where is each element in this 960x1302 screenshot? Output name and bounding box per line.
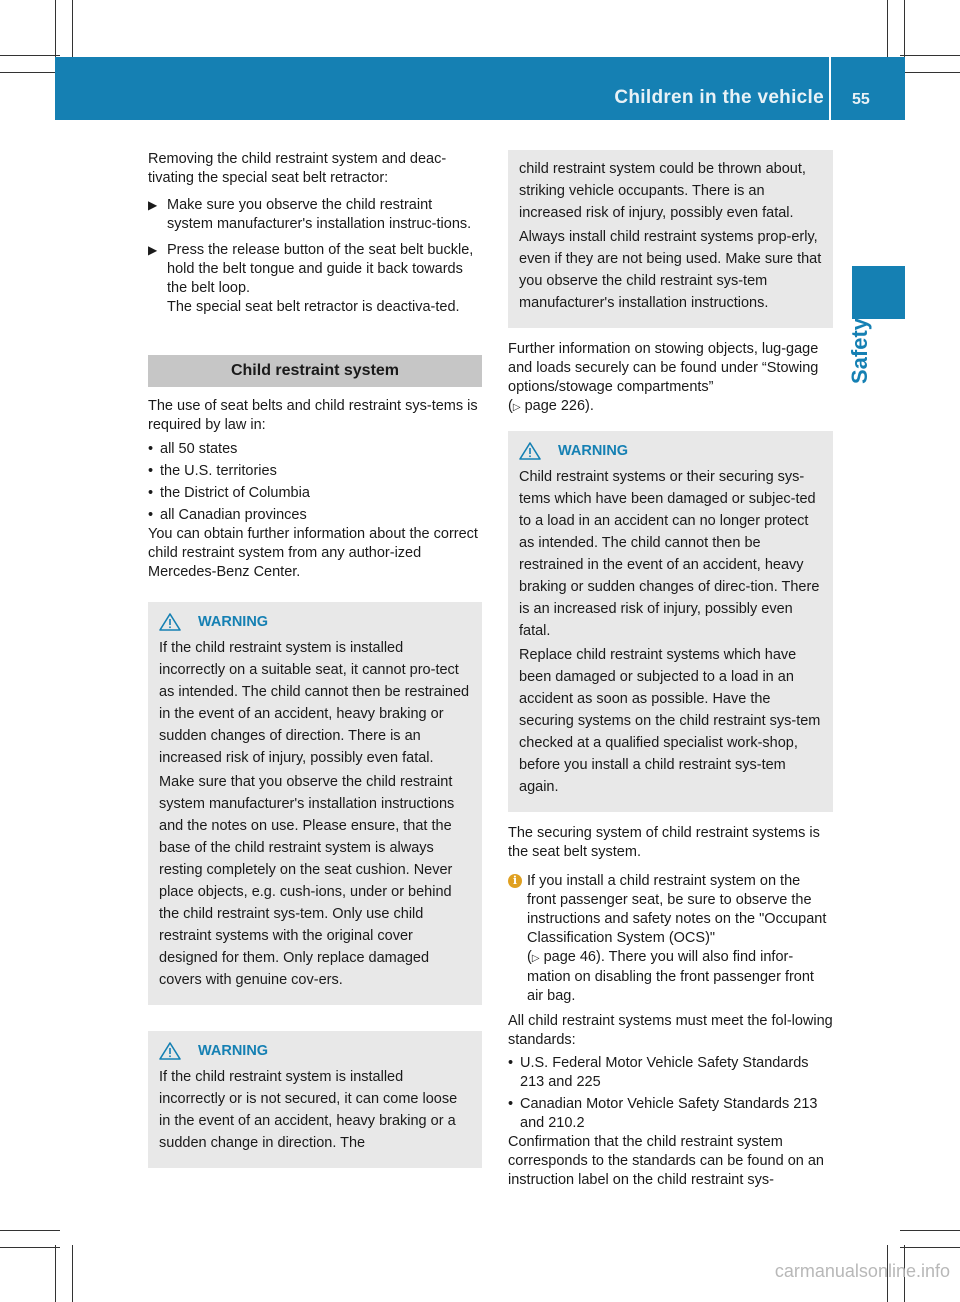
crop-mark [72, 1245, 73, 1302]
instruction-step [148, 241, 482, 317]
warning-text: Make sure that you observe the child restraint system manufacturer's installation instructions and the notes on use. Please ensure, that the base of the child restraint system is always resting completely on the seat cushion. Never place objects, e.g. cush-ions, under or behind the child restraint sys-tem. Only use child restraint systems with the original cover designed for them. Only replace damaged covers with genuine cov-ers. [159, 774, 455, 988]
securing-text: The securing system of child restraint systems is the seat belt system. [508, 825, 820, 860]
page-ref-triangle-icon: ▷ [512, 402, 521, 413]
warning-triangle-icon [159, 613, 181, 631]
warning-title: WARNING [198, 1043, 269, 1059]
intro-text: Removing the child restraint system and deac-tivating the special seat belt retractor: [148, 151, 447, 186]
bullet-dot-icon: • [508, 1096, 514, 1112]
side-tab-label: Safety [847, 317, 872, 384]
left-column [148, 150, 482, 1168]
step-text: Make sure you observe the child restraint system manufacturer's installation instruc-tions. [167, 197, 472, 232]
warning-text: Child restraint systems or their securing sys-tems which have been damaged or subjec-ted to a load in an accident can no longer protect as intended. The child cannot then be restrained in the event of an accident, heavy braking or sudden changes of direc-tion. There is an increased risk of injury, possibly even fatal. [519, 469, 820, 639]
warning-triangle-icon [159, 1042, 181, 1060]
bullet-dot-icon: • [148, 463, 154, 479]
warning-heading [159, 611, 472, 633]
crop-mark [900, 1247, 960, 1248]
crop-mark [900, 1230, 960, 1231]
warning-box [148, 602, 482, 1005]
warning-box [508, 431, 833, 812]
bullet-dot-icon: • [148, 507, 154, 523]
warning-text: child restraint system could be thrown about, striking vehicle occupants. There is an increased risk of injury, possibly even fatal. [519, 161, 806, 221]
warning-title: WARNING [558, 443, 629, 459]
list-item: • all 50 states [148, 441, 238, 457]
crop-mark [887, 0, 888, 60]
stowing-text: Further information on stowing objects, lug-gage and loads securely can be found under “Stowing options/stowage compartments” (▷ page 226). [508, 341, 819, 414]
warning-heading [519, 440, 823, 462]
crop-mark [0, 55, 60, 56]
page-reference-link[interactable]: page 46). There you will also find infor-mation on disabling the front passenger front air bag. [527, 949, 814, 1004]
crop-mark [900, 72, 960, 73]
warning-text: Always install child restraint systems prop-erly, even if they are not being used. Make sure that you observe the child restraint sys-tem manufacturer's installation instructions. [519, 229, 822, 311]
warning-title: WARNING [198, 614, 269, 630]
page-ref-triangle-icon: ▷ [531, 953, 540, 964]
info-icon: i [508, 874, 522, 888]
crop-mark [55, 1245, 56, 1302]
crop-mark [900, 55, 960, 56]
further-info-text: You can obtain further information about the correct child restraint system from any author-ized Mercedes-Benz Center. [148, 526, 478, 580]
right-column [508, 150, 833, 1190]
list-item: • U.S. Federal Motor Vehicle Safety Standards 213 and 225 [508, 1055, 809, 1090]
crop-mark [0, 72, 60, 73]
watermark: carmanualsonline.info [774, 1261, 950, 1281]
crop-mark [55, 0, 56, 60]
chapter-title: Children in the vehicle [614, 87, 824, 108]
triangle-right-icon: ▶ [148, 243, 158, 257]
law-intro-text: The use of seat belts and child restraint sys-tems is required by law in: [148, 398, 478, 433]
triangle-right-icon: ▶ [148, 198, 158, 212]
crop-mark [72, 0, 73, 60]
crop-mark [0, 1247, 60, 1248]
header-divider [829, 57, 831, 120]
section-heading: Child restraint system [148, 355, 482, 387]
instruction-step [148, 196, 482, 234]
crop-mark [904, 0, 905, 60]
bullet-dot-icon: • [148, 485, 154, 501]
step-result-text: The special seat belt retractor is deactiva-ted. [167, 299, 460, 315]
bullet-dot-icon: • [508, 1055, 514, 1071]
confirmation-text: Confirmation that the child restraint system corresponds to the standards can be found on an instruction label on the child restraint sys- [508, 1134, 824, 1188]
standards-intro-text: All child restraint systems must meet the fol-lowing standards: [508, 1013, 833, 1048]
warning-text: Replace child restraint systems which have been damaged or subjected to a load in an accident as soon as possible. Have the securing systems on the child restraint sys-tem checked at a qualified specialist work-shop, before you install a child restraint sys-tem again. [519, 647, 821, 795]
list-item: • the District of Columbia [148, 485, 310, 501]
warning-heading [159, 1040, 472, 1062]
page-number: 55 [852, 91, 870, 108]
info-note: i If you install a child restraint system on the front passenger seat, be sure to observe the instructions and safety notes on the "Occupant Classification System (OCS)" (▷ page 46). There you will also find infor-mation on disabling the front passenger front air bag. [508, 872, 833, 1006]
page-reference-link[interactable]: page 226). [524, 398, 594, 414]
warning-box [148, 1031, 482, 1168]
warning-text: If the child restraint system is installed incorrectly on a suitable seat, it cannot pro-tect as intended. The child cannot then be restrained in the event of an accident, heavy braking or sudden changes of direction. There is an increased risk of injury, possibly even fatal. [159, 640, 470, 766]
crop-mark [0, 1230, 60, 1231]
warning-text: If the child restraint system is installed incorrectly or is not secured, it can come loose in the event of an accident, heavy braking or a sudden change in direction. The [159, 1069, 458, 1151]
step-text: Press the release button of the seat belt buckle, hold the belt tongue and guide it back towards the belt loop. [167, 242, 474, 296]
warning-box-continued [508, 150, 833, 328]
bullet-dot-icon: • [148, 441, 154, 457]
warning-triangle-icon [519, 442, 541, 460]
list-item: • Canadian Motor Vehicle Safety Standards 213 and 210.2 [508, 1096, 818, 1131]
list-item: • the U.S. territories [148, 463, 277, 479]
list-item: • all Canadian provinces [148, 507, 307, 523]
